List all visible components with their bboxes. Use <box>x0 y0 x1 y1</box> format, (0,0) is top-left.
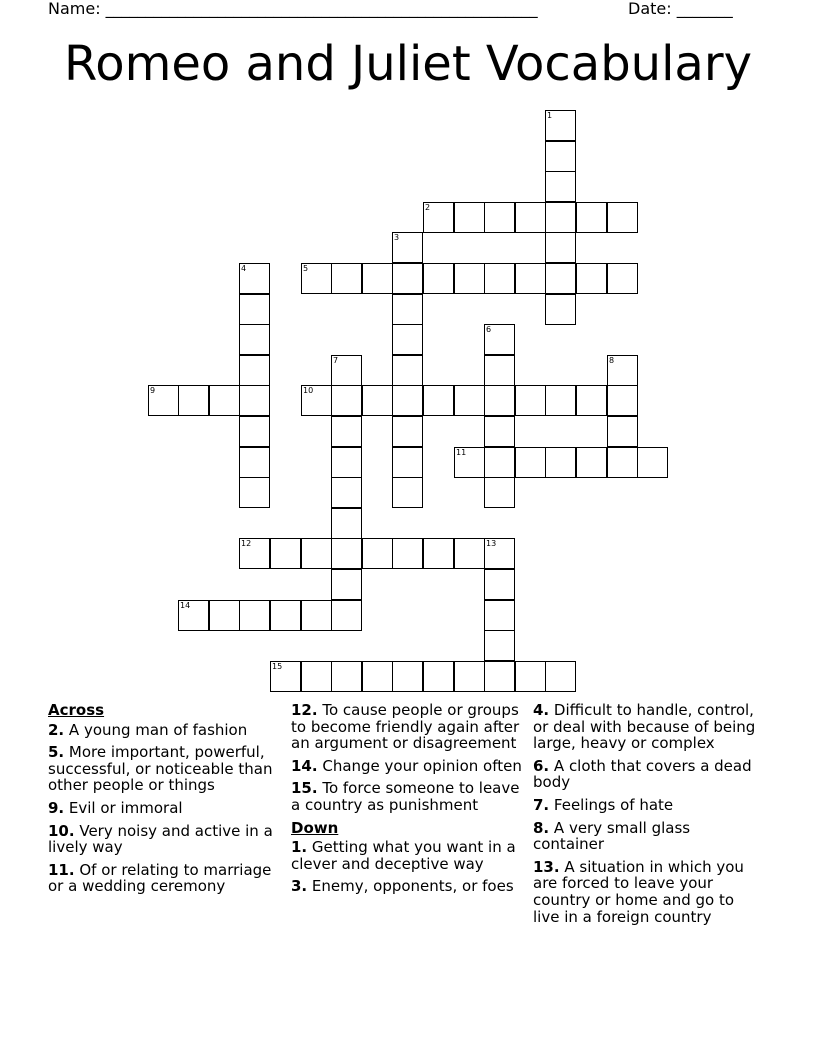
clue-number: 7 <box>333 356 339 365</box>
crossword-cell[interactable] <box>392 416 423 447</box>
down-clue: 1. Getting what you want in a clever and deceptive way <box>291 838 516 873</box>
crossword-cell[interactable] <box>545 110 576 141</box>
page-title: Romeo and Juliet Vocabulary <box>64 36 752 92</box>
down-clue: 3. Enemy, opponents, or foes <box>291 877 514 896</box>
across-clue: 15. To force someone to leave a country as punishment <box>291 779 520 814</box>
crossword-cell[interactable] <box>239 600 270 631</box>
crossword-cell[interactable] <box>545 447 576 478</box>
crossword-cell[interactable] <box>331 661 362 692</box>
crossword-cell[interactable] <box>484 630 515 661</box>
crossword-cell[interactable] <box>331 477 362 508</box>
crossword-cell[interactable] <box>239 477 270 508</box>
down-clue: 4. Difficult to handle, control, or deal with because of being large, heavy or complex <box>533 701 756 753</box>
crossword-cell[interactable] <box>178 385 209 416</box>
clue-column-3 <box>533 702 765 931</box>
crossword-cell[interactable] <box>331 355 362 386</box>
crossword-cell[interactable] <box>484 600 515 631</box>
crossword-cell[interactable] <box>484 202 515 233</box>
down-clue: 7. Feelings of hate <box>533 795 674 814</box>
crossword-cell[interactable] <box>362 263 393 294</box>
crossword-cell[interactable] <box>331 538 362 569</box>
crossword-cell[interactable] <box>607 416 638 447</box>
crossword-cell[interactable] <box>239 416 270 447</box>
crossword-cell[interactable] <box>607 263 638 294</box>
crossword-cell[interactable] <box>576 385 607 416</box>
crossword-cell[interactable] <box>454 447 485 478</box>
crossword-cell[interactable] <box>392 447 423 478</box>
crossword-cell[interactable] <box>362 538 393 569</box>
crossword-cell[interactable] <box>423 263 454 294</box>
crossword-cell[interactable] <box>607 447 638 478</box>
crossword-cell[interactable] <box>484 661 515 692</box>
crossword-cell[interactable] <box>270 538 301 569</box>
crossword-cell[interactable] <box>607 355 638 386</box>
crossword-cell[interactable] <box>239 355 270 386</box>
crossword-cell[interactable] <box>484 355 515 386</box>
crossword-cell[interactable] <box>392 294 423 325</box>
crossword-cell[interactable] <box>239 263 270 294</box>
crossword-cell[interactable] <box>515 447 546 478</box>
crossword-cell[interactable] <box>545 232 576 263</box>
crossword-cell[interactable] <box>484 416 515 447</box>
crossword-cell[interactable] <box>484 477 515 508</box>
crossword-cell[interactable] <box>331 569 362 600</box>
across-clue: 12. To cause people or groups to become friendly again after an argument or disagreement <box>291 701 520 753</box>
crossword-cell[interactable] <box>331 600 362 631</box>
across-clue: 10. Very noisy and active in a lively way <box>48 821 273 857</box>
crossword-cell[interactable] <box>392 263 423 294</box>
crossword-cell[interactable] <box>423 538 454 569</box>
clue-number: 3 <box>394 233 400 242</box>
clue-number: 14 <box>180 601 191 610</box>
crossword-cell[interactable] <box>484 324 515 355</box>
crossword-cell[interactable] <box>239 324 270 355</box>
crossword-cell[interactable] <box>392 661 423 692</box>
crossword-cell[interactable] <box>301 600 332 631</box>
crossword-cell[interactable] <box>239 294 270 325</box>
crossword-cell[interactable] <box>239 538 270 569</box>
across-clue: 11. Of or relating to marriage or a wedding ceremony <box>48 860 272 896</box>
crossword-cell[interactable] <box>270 600 301 631</box>
crossword-cell[interactable] <box>331 447 362 478</box>
clue-number: 11 <box>456 448 467 457</box>
crossword-cell[interactable] <box>545 171 576 202</box>
clue-number: 10 <box>303 386 314 395</box>
name-field-label[interactable]: Name: ______________________________________________________ <box>48 0 538 18</box>
crossword-cell[interactable] <box>178 600 209 631</box>
crossword-cell[interactable] <box>362 661 393 692</box>
crossword-cell[interactable] <box>607 202 638 233</box>
clue-number: 2 <box>425 203 431 212</box>
clue-column-2 <box>291 702 523 901</box>
clue-number: 13 <box>486 539 497 548</box>
crossword-cell[interactable] <box>545 661 576 692</box>
crossword-cell[interactable] <box>270 661 301 692</box>
crossword-cell[interactable] <box>454 385 485 416</box>
crossword-cell[interactable] <box>301 385 332 416</box>
crossword-cell[interactable] <box>301 263 332 294</box>
crossword-cell[interactable] <box>239 385 270 416</box>
clue-column-1 <box>48 702 280 901</box>
crossword-cell[interactable] <box>209 600 240 631</box>
down-heading: Down <box>291 818 339 837</box>
crossword-cell[interactable] <box>576 263 607 294</box>
crossword-cell[interactable] <box>484 263 515 294</box>
crossword-cell[interactable] <box>423 202 454 233</box>
across-clue: 9. Evil or immoral <box>48 798 183 817</box>
crossword-cell[interactable] <box>545 141 576 172</box>
crossword-cell[interactable] <box>331 385 362 416</box>
crossword-cell[interactable] <box>392 355 423 386</box>
crossword-cell[interactable] <box>331 508 362 539</box>
clue-number: 1 <box>547 111 553 120</box>
date-field-label[interactable]: Date: _______ <box>628 0 733 18</box>
crossword-cell[interactable] <box>515 661 546 692</box>
crossword-cell[interactable] <box>331 263 362 294</box>
down-clue: 8. A very small glass container <box>533 818 691 854</box>
crossword-cell[interactable] <box>301 538 332 569</box>
crossword-cell[interactable] <box>607 385 638 416</box>
clue-number: 9 <box>150 386 156 395</box>
crossword-cell[interactable] <box>331 416 362 447</box>
crossword-cell[interactable] <box>454 661 485 692</box>
crossword-cell[interactable] <box>392 324 423 355</box>
crossword-cell[interactable] <box>515 263 546 294</box>
clue-number: 4 <box>241 264 247 273</box>
clue-number: 5 <box>303 264 309 273</box>
across-clue: 14. Change your opinion often <box>291 756 522 775</box>
crossword-cell[interactable] <box>423 385 454 416</box>
crossword-cell[interactable] <box>423 661 454 692</box>
crossword-cell[interactable] <box>392 477 423 508</box>
crossword-cell[interactable] <box>515 202 546 233</box>
across-clue: 5. More important, powerful, successful, or noticeable than other people or things <box>48 743 273 795</box>
crossword-cell[interactable] <box>454 538 485 569</box>
crossword-cell[interactable] <box>637 447 668 478</box>
clue-number: 12 <box>241 539 252 548</box>
crossword-cell[interactable] <box>454 263 485 294</box>
crossword-cell[interactable] <box>484 538 515 569</box>
crossword-cell[interactable] <box>545 202 576 233</box>
crossword-cell[interactable] <box>545 385 576 416</box>
crossword-cell[interactable] <box>576 447 607 478</box>
crossword-cell[interactable] <box>239 447 270 478</box>
crossword-cell[interactable] <box>392 385 423 416</box>
across-clue: 2. A young man of fashion <box>48 720 248 739</box>
crossword-cell[interactable] <box>545 294 576 325</box>
crossword-cell[interactable] <box>148 385 179 416</box>
down-clue: 13. A situation in which you are forced to leave your country or home and go to live in a foreign country <box>533 857 744 926</box>
clue-number: 6 <box>486 325 492 334</box>
crossword-cell[interactable] <box>362 385 393 416</box>
crossword-cell[interactable] <box>545 263 576 294</box>
crossword-cell[interactable] <box>515 385 546 416</box>
clue-number: 15 <box>272 662 283 671</box>
crossword-cell[interactable] <box>484 447 515 478</box>
crossword-cell[interactable] <box>392 232 423 263</box>
crossword-cell[interactable] <box>209 385 240 416</box>
down-clue: 6. A cloth that covers a dead body <box>533 756 752 792</box>
crossword-cell[interactable] <box>301 661 332 692</box>
crossword-cell[interactable] <box>392 538 423 569</box>
crossword-cell[interactable] <box>454 202 485 233</box>
crossword-cell[interactable] <box>484 569 515 600</box>
crossword-cell[interactable] <box>576 202 607 233</box>
crossword-cell[interactable] <box>484 385 515 416</box>
clue-number: 8 <box>609 356 615 365</box>
across-heading: Across <box>48 701 105 719</box>
